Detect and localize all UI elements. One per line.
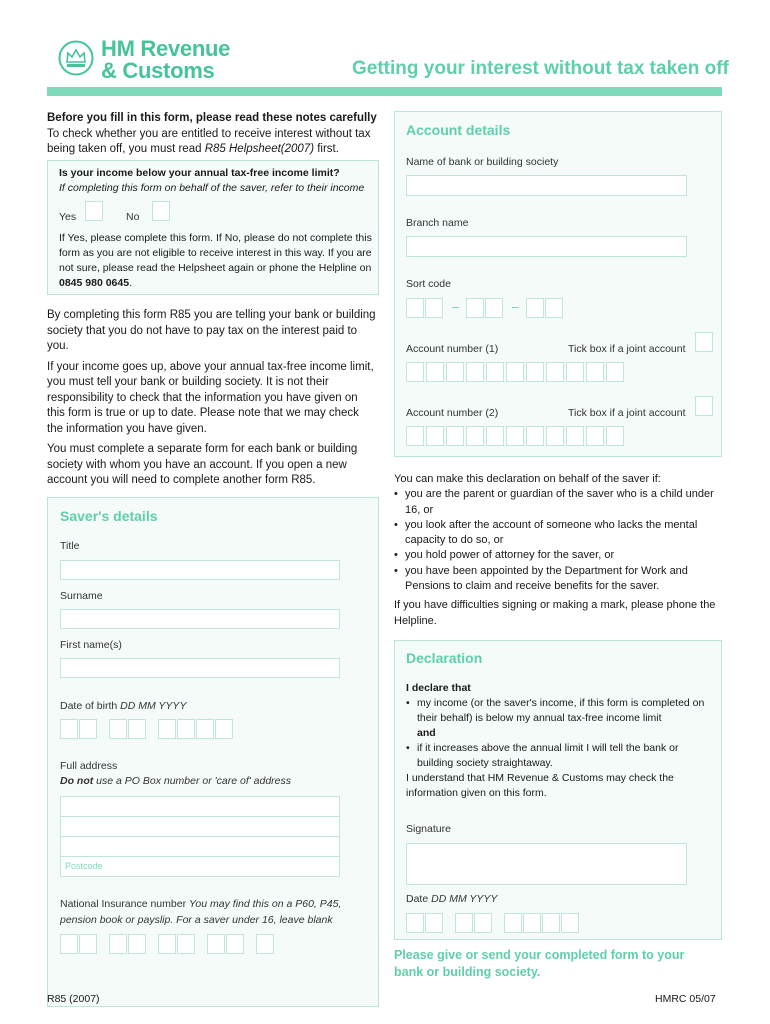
account-number-1-box[interactable] [526, 362, 544, 382]
account-details-heading: Account details [406, 122, 511, 138]
address-line-2[interactable] [60, 816, 340, 837]
on-behalf-intro: You can make this declaration on behalf of the saver if: [394, 473, 661, 485]
hmrc-logo-text: HM Revenue & Customs [101, 36, 231, 83]
difficulties-note: If you have difficulties signing or making a mark, please phone the Helpline. [394, 599, 716, 627]
address-note: Do not use a PO Box number or 'care of' address [60, 775, 292, 787]
closing-instruction: Please give or send your completed form to your bank or building society. [394, 948, 685, 979]
branch-name-input[interactable] [406, 236, 687, 257]
account-number-2-box[interactable] [506, 426, 524, 446]
account-number-2-label: Account number (2) [406, 407, 499, 419]
declaration-panel [394, 640, 722, 940]
declaration-text: I declare that • my income (or the saver's income, if this form is completed on their behalf) is below my annual tax-free income limit and • if it increases above the annual limit I will tell the bank or building society straightaway. I understand that HM Revenue & Customs may check the information given on this form. [406, 681, 711, 801]
nino-box[interactable] [177, 934, 195, 954]
declaration-date-box[interactable] [455, 913, 473, 933]
nino-box[interactable] [207, 934, 225, 954]
sort-code-dash [512, 307, 519, 308]
account-number-2-box[interactable] [446, 426, 464, 446]
declaration-understand: I understand that HM Revenue & Customs may check the information given on this form. [406, 772, 674, 799]
account-number-1-box[interactable] [546, 362, 564, 382]
on-behalf-item: • you hold power of attorney for the saver, or [394, 548, 724, 563]
sort-code-label: Sort code [406, 278, 451, 290]
income-limit-panel [47, 160, 379, 295]
account-number-1-box[interactable] [466, 362, 484, 382]
dob-box[interactable] [215, 719, 233, 739]
on-behalf-item: • you look after the account of someone who lacks the mental capacity to do so, or [394, 518, 724, 549]
title-label: Title [60, 540, 80, 552]
account-details-panel [394, 111, 722, 457]
nino-box[interactable] [158, 934, 176, 954]
no-checkbox[interactable] [152, 201, 170, 221]
address-line-1[interactable] [60, 796, 340, 817]
title-input[interactable] [60, 560, 340, 580]
crown-logo-icon [58, 40, 94, 76]
declaration-heading: Declaration [406, 650, 483, 666]
nino-box[interactable] [128, 934, 146, 954]
account-number-2-box[interactable] [586, 426, 604, 446]
postcode-input[interactable] [60, 856, 340, 877]
declaration-date-box[interactable] [523, 913, 541, 933]
declaration-date-box[interactable] [542, 913, 560, 933]
account-number-1-box[interactable] [586, 362, 604, 382]
header-bar [47, 87, 722, 96]
signature-field[interactable] [406, 843, 687, 885]
declaration-item: • my income (or the saver's income, if this form is completed on their behalf) is below my annual tax-free income limit and [406, 696, 711, 741]
surname-label: Surname [60, 590, 103, 602]
nino-box[interactable] [79, 934, 97, 954]
declaration-date-label: Date DD MM YYYY [406, 893, 498, 905]
income-note: If completing this form on behalf of the saver, refer to their income [59, 182, 365, 194]
nino-box[interactable] [226, 934, 244, 954]
surname-input[interactable] [60, 609, 340, 629]
firstname-input[interactable] [60, 658, 340, 678]
dob-box[interactable] [109, 719, 127, 739]
notes-p1: By completing this form R85 you are telling your bank or building society that you do not have to pay tax on the interest paid to you. [47, 309, 376, 352]
sort-code-box[interactable] [526, 298, 544, 318]
joint-account-1-checkbox[interactable] [695, 332, 713, 352]
nino-box[interactable] [60, 934, 78, 954]
sort-code-box[interactable] [485, 298, 503, 318]
firstname-label: First name(s) [60, 639, 122, 651]
savers-details-heading: Saver's details [60, 508, 158, 524]
yes-checkbox[interactable] [85, 201, 103, 221]
account-number-1-box[interactable] [506, 362, 524, 382]
account-number-1-box[interactable] [426, 362, 444, 382]
income-question: Is your income below your annual tax-free income limit? [59, 167, 340, 179]
notes-p2: If your income goes up, above your annual tax-free income limit, you must tell your bank or building society. It is not their responsibility to check that the information you have given on this form is true or up to date. Please note that we may check the information you have given. [47, 360, 374, 435]
account-number-2-box[interactable] [546, 426, 564, 446]
declaration-date-box[interactable] [425, 913, 443, 933]
joint-account-2-label: Tick box if a joint account [568, 407, 686, 419]
sort-code-box[interactable] [425, 298, 443, 318]
nino-label: National Insurance number You may find this on a P60, P45, pension book or payslip. For a saver under 16, leave blank [60, 898, 342, 926]
joint-account-2-checkbox[interactable] [695, 396, 713, 416]
dob-box[interactable] [60, 719, 78, 739]
declaration-item: • if it increases above the annual limit I will tell the bank or building society straightaway. [406, 741, 711, 771]
sort-code-dash [452, 307, 459, 308]
account-number-2-box[interactable] [406, 426, 424, 446]
nino-box[interactable] [109, 934, 127, 954]
declaration-date-box[interactable] [406, 913, 424, 933]
joint-account-1-label: Tick box if a joint account [568, 343, 686, 355]
intro-text: To check whether you are entitled to receive interest without tax being taken off, you must read R85 Helpsheet(2007) first. [47, 127, 371, 155]
dob-box[interactable] [79, 719, 97, 739]
address-label: Full address [60, 760, 118, 772]
nino-box[interactable] [256, 934, 274, 954]
dob-box[interactable] [158, 719, 176, 739]
left-notes [47, 308, 377, 489]
yes-label: Yes [59, 211, 77, 223]
account-number-1-box[interactable] [406, 362, 424, 382]
sort-code-box[interactable] [545, 298, 563, 318]
account-number-1-box[interactable] [486, 362, 504, 382]
dob-box[interactable] [196, 719, 214, 739]
account-number-1-box[interactable] [606, 362, 624, 382]
bank-name-label: Name of bank or building society [406, 156, 559, 168]
account-number-2-box[interactable] [606, 426, 624, 446]
account-number-1-box[interactable] [446, 362, 464, 382]
no-label: No [126, 211, 140, 223]
account-number-2-box[interactable] [466, 426, 484, 446]
branch-name-label: Branch name [406, 217, 469, 229]
on-behalf-item: • you have been appointed by the Department for Work and Pensions to claim and receive benefits for the saver. [394, 564, 724, 595]
notes-p3: You must complete a separate form for each bank or building society with whom you have an account. If you open a new account you will need to complete another form R85. [47, 443, 358, 486]
bank-name-input[interactable] [406, 175, 687, 196]
intro-heading: Before you fill in this form, please read these notes carefully [47, 112, 377, 124]
sort-code-box[interactable] [406, 298, 424, 318]
signature-label: Signature [406, 823, 451, 835]
account-number-2-box[interactable] [526, 426, 544, 446]
form-title: Getting your interest without tax taken off [352, 58, 729, 79]
account-number-2-box[interactable] [486, 426, 504, 446]
sort-code-box[interactable] [466, 298, 484, 318]
declaration-date-box[interactable] [474, 913, 492, 933]
dob-box[interactable] [128, 719, 146, 739]
footer-hmrc-ref: HMRC 05/07 [655, 993, 716, 1005]
account-number-2-box[interactable] [426, 426, 444, 446]
dob-label: Date of birth DD MM YYYY [60, 700, 187, 712]
account-number-2-box[interactable] [566, 426, 584, 446]
postcode-placeholder: Postcode [65, 861, 103, 871]
declaration-date-box[interactable] [561, 913, 579, 933]
declaration-date-box[interactable] [504, 913, 522, 933]
footer-form-ref: R85 (2007) [47, 993, 100, 1005]
intro-notes [47, 111, 382, 158]
on-behalf-item: • you are the parent or guardian of the saver who is a child under 16, or [394, 487, 724, 518]
account-number-1-box[interactable] [566, 362, 584, 382]
address-line-3[interactable] [60, 836, 340, 857]
account-number-1-label: Account number (1) [406, 343, 499, 355]
savers-details-panel [47, 497, 379, 1007]
income-instructions: If Yes, please complete this form. If No, please do not complete this form as you are not eligible to receive interest in this way. If you are not sure, please read the Helpsheet again or phone the Helpline on 0845 980 0645. [59, 232, 372, 289]
on-behalf-text [394, 472, 724, 629]
dob-box[interactable] [177, 719, 195, 739]
